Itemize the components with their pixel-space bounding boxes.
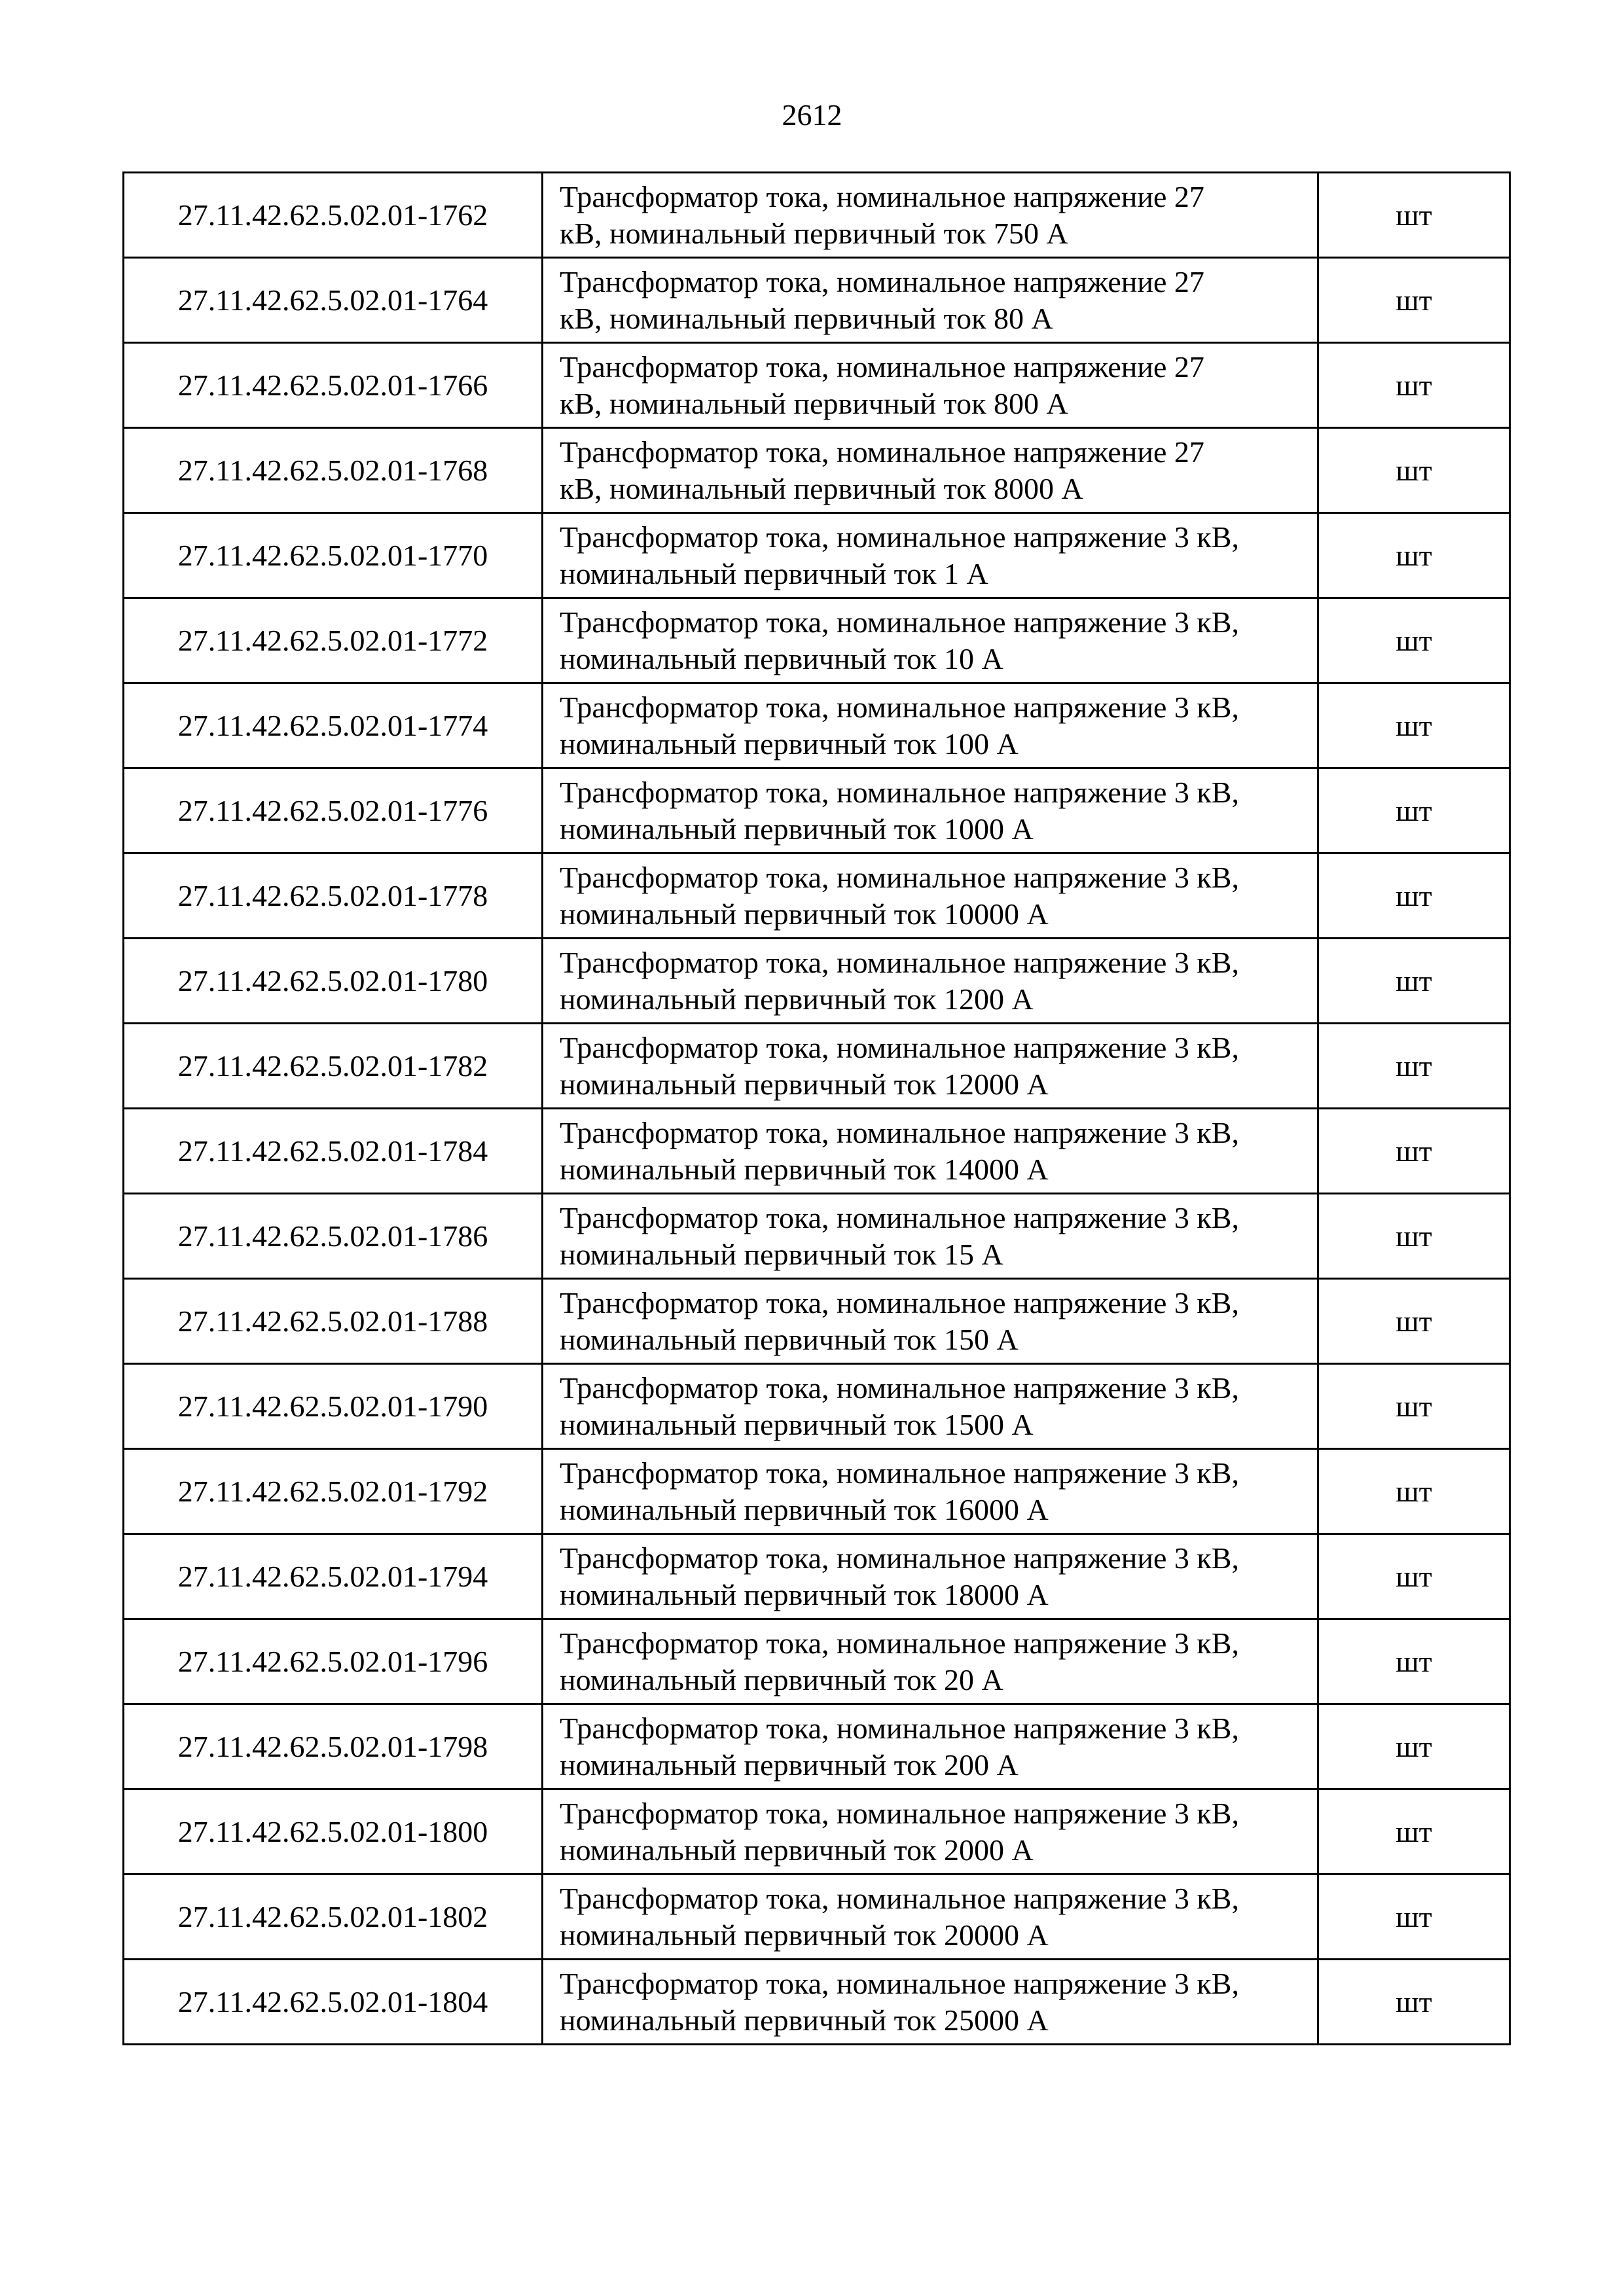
description-line-2: номинальный первичный ток 1200 А — [560, 982, 1034, 1016]
resource-code: 27.11.42.62.5.02.01-1764 — [124, 258, 543, 343]
description-line-1: Трансформатор тока, номинальное напряжение 3 кВ, — [560, 1796, 1239, 1830]
description-line-1: Трансформатор тока, номинальное напряжение 3 кВ, — [560, 1456, 1239, 1490]
description-line-1: Трансформатор тока, номинальное напряжение 3 кВ, — [560, 1626, 1239, 1660]
resource-description — [543, 513, 1318, 598]
description-line-2: номинальный первичный ток 200 А — [560, 1748, 1019, 1782]
unit-of-measure: шт — [1318, 768, 1510, 853]
resource-code: 27.11.42.62.5.02.01-1792 — [124, 1449, 543, 1534]
description-line-1: Трансформатор тока, номинальное напряжение 3 кВ, — [560, 1371, 1239, 1405]
description-line-1: Трансформатор тока, номинальное напряжение 3 кВ, — [560, 1711, 1239, 1745]
table-row — [124, 853, 1510, 939]
description-line-2: кВ, номинальный первичный ток 800 А — [560, 386, 1068, 420]
resource-description — [543, 343, 1318, 428]
table-row — [124, 173, 1510, 258]
resource-code: 27.11.42.62.5.02.01-1774 — [124, 683, 543, 768]
resource-description — [543, 1704, 1318, 1789]
description-line-1: Трансформатор тока, номинальное напряжение 27 — [560, 435, 1204, 469]
unit-of-measure: шт — [1318, 258, 1510, 343]
description-line-2: номинальный первичный ток 1500 А — [560, 1407, 1034, 1441]
description-line-2: номинальный первичный ток 150 А — [560, 1322, 1019, 1356]
description-line-2: номинальный первичный ток 10000 А — [560, 897, 1049, 931]
description-line-1: Трансформатор тока, номинальное напряжение 3 кВ, — [560, 1966, 1239, 2000]
resource-code: 27.11.42.62.5.02.01-1778 — [124, 853, 543, 939]
resource-code: 27.11.42.62.5.02.01-1790 — [124, 1364, 543, 1449]
unit-of-measure: шт — [1318, 1534, 1510, 1619]
resource-code: 27.11.42.62.5.02.01-1770 — [124, 513, 543, 598]
resource-table — [122, 171, 1511, 2045]
description-line-1: Трансформатор тока, номинальное напряжение 3 кВ, — [560, 1115, 1239, 1149]
description-line-2: номинальный первичный ток 2000 А — [560, 1833, 1034, 1867]
resource-description — [543, 1279, 1318, 1364]
resource-code: 27.11.42.62.5.02.01-1798 — [124, 1704, 543, 1789]
resource-code: 27.11.42.62.5.02.01-1802 — [124, 1874, 543, 1960]
table-row — [124, 1534, 1510, 1619]
table-row — [124, 1789, 1510, 1874]
resource-code: 27.11.42.62.5.02.01-1796 — [124, 1619, 543, 1704]
description-line-2: кВ, номинальный первичный ток 80 А — [560, 301, 1053, 335]
resource-code: 27.11.42.62.5.02.01-1772 — [124, 598, 543, 683]
unit-of-measure: шт — [1318, 1279, 1510, 1364]
resource-code: 27.11.42.62.5.02.01-1804 — [124, 1960, 543, 2045]
description-line-1: Трансформатор тока, номинальное напряжение 3 кВ, — [560, 1881, 1239, 1915]
table-row — [124, 683, 1510, 768]
description-line-1: Трансформатор тока, номинальное напряжение 3 кВ, — [560, 1200, 1239, 1234]
resource-code: 27.11.42.62.5.02.01-1766 — [124, 343, 543, 428]
resource-code: 27.11.42.62.5.02.01-1782 — [124, 1024, 543, 1109]
description-line-2: номинальный первичный ток 10 А — [560, 641, 1003, 675]
resource-description — [543, 428, 1318, 513]
table-body — [124, 173, 1510, 2045]
table-row — [124, 343, 1510, 428]
description-line-2: номинальный первичный ток 100 А — [560, 726, 1019, 761]
table-row — [124, 1619, 1510, 1704]
unit-of-measure: шт — [1318, 173, 1510, 258]
unit-of-measure: шт — [1318, 939, 1510, 1024]
unit-of-measure: шт — [1318, 1364, 1510, 1449]
table-row — [124, 939, 1510, 1024]
description-line-2: номинальный первичный ток 14000 А — [560, 1152, 1049, 1186]
description-line-1: Трансформатор тока, номинальное напряжение 3 кВ, — [560, 520, 1239, 554]
unit-of-measure: шт — [1318, 683, 1510, 768]
description-line-2: номинальный первичный ток 20 А — [560, 1662, 1003, 1696]
resource-description — [543, 173, 1318, 258]
table-row — [124, 1449, 1510, 1534]
description-line-1: Трансформатор тока, номинальное напряжение 3 кВ, — [560, 1541, 1239, 1575]
description-line-2: номинальный первичный ток 20000 А — [560, 1918, 1049, 1952]
unit-of-measure: шт — [1318, 598, 1510, 683]
description-line-1: Трансформатор тока, номинальное напряжение 3 кВ, — [560, 860, 1239, 894]
resource-description — [543, 1024, 1318, 1109]
resource-code: 27.11.42.62.5.02.01-1762 — [124, 173, 543, 258]
table-row — [124, 1024, 1510, 1109]
description-line-1: Трансформатор тока, номинальное напряжение 27 — [560, 350, 1204, 384]
description-line-1: Трансформатор тока, номинальное напряжение 3 кВ, — [560, 605, 1239, 639]
table-row — [124, 513, 1510, 598]
description-line-2: номинальный первичный ток 15 А — [560, 1237, 1003, 1271]
unit-of-measure: шт — [1318, 1449, 1510, 1534]
resource-description — [543, 853, 1318, 939]
resource-description — [543, 1194, 1318, 1279]
resource-description — [543, 939, 1318, 1024]
description-line-2: номинальный первичный ток 16000 А — [560, 1492, 1049, 1526]
resource-code: 27.11.42.62.5.02.01-1784 — [124, 1109, 543, 1194]
description-line-1: Трансформатор тока, номинальное напряжение 3 кВ, — [560, 1285, 1239, 1319]
description-line-1: Трансформатор тока, номинальное напряжение 3 кВ, — [560, 690, 1239, 724]
unit-of-measure: шт — [1318, 1194, 1510, 1279]
table-row — [124, 768, 1510, 853]
resource-code: 27.11.42.62.5.02.01-1800 — [124, 1789, 543, 1874]
resource-description — [543, 1109, 1318, 1194]
description-line-1: Трансформатор тока, номинальное напряжение 3 кВ, — [560, 775, 1239, 809]
resource-description — [543, 1534, 1318, 1619]
resource-description — [543, 683, 1318, 768]
table-row — [124, 1364, 1510, 1449]
table-row — [124, 1194, 1510, 1279]
resource-description — [543, 1619, 1318, 1704]
unit-of-measure: шт — [1318, 513, 1510, 598]
resource-code: 27.11.42.62.5.02.01-1794 — [124, 1534, 543, 1619]
description-line-1: Трансформатор тока, номинальное напряжение 27 — [560, 264, 1204, 298]
resource-code: 27.11.42.62.5.02.01-1786 — [124, 1194, 543, 1279]
table-row — [124, 1960, 1510, 2045]
table-row — [124, 1704, 1510, 1789]
resource-description — [543, 1960, 1318, 2045]
table-row — [124, 1279, 1510, 1364]
description-line-1: Трансформатор тока, номинальное напряжение 3 кВ, — [560, 1030, 1239, 1064]
unit-of-measure: шт — [1318, 428, 1510, 513]
description-line-2: номинальный первичный ток 1000 А — [560, 812, 1034, 846]
unit-of-measure: шт — [1318, 853, 1510, 939]
description-line-2: номинальный первичный ток 25000 А — [560, 2003, 1049, 2037]
unit-of-measure: шт — [1318, 1109, 1510, 1194]
table-row — [124, 258, 1510, 343]
resource-code: 27.11.42.62.5.02.01-1780 — [124, 939, 543, 1024]
table-row — [124, 428, 1510, 513]
table-row — [124, 598, 1510, 683]
unit-of-measure: шт — [1318, 1960, 1510, 2045]
description-line-1: Трансформатор тока, номинальное напряжение 3 кВ, — [560, 945, 1239, 979]
description-line-2: кВ, номинальный первичный ток 8000 А — [560, 471, 1083, 505]
unit-of-measure: шт — [1318, 1704, 1510, 1789]
resource-description — [543, 1364, 1318, 1449]
resource-code: 27.11.42.62.5.02.01-1788 — [124, 1279, 543, 1364]
unit-of-measure: шт — [1318, 1874, 1510, 1960]
table-row — [124, 1874, 1510, 1960]
resource-description — [543, 1449, 1318, 1534]
resource-description — [543, 1789, 1318, 1874]
table-row — [124, 1109, 1510, 1194]
resource-code: 27.11.42.62.5.02.01-1776 — [124, 768, 543, 853]
description-line-2: номинальный первичный ток 1 А — [560, 556, 988, 590]
unit-of-measure: шт — [1318, 1619, 1510, 1704]
description-line-2: кВ, номинальный первичный ток 750 А — [560, 216, 1068, 250]
resource-description — [543, 1874, 1318, 1960]
resource-description — [543, 258, 1318, 343]
resource-code: 27.11.42.62.5.02.01-1768 — [124, 428, 543, 513]
description-line-2: номинальный первичный ток 18000 А — [560, 1577, 1049, 1611]
unit-of-measure: шт — [1318, 1789, 1510, 1874]
page-number: 2612 — [782, 98, 842, 132]
description-line-1: Трансформатор тока, номинальное напряжение 27 — [560, 179, 1204, 213]
description-line-2: номинальный первичный ток 12000 А — [560, 1067, 1049, 1101]
unit-of-measure: шт — [1318, 343, 1510, 428]
unit-of-measure: шт — [1318, 1024, 1510, 1109]
resource-description — [543, 598, 1318, 683]
resource-description — [543, 768, 1318, 853]
